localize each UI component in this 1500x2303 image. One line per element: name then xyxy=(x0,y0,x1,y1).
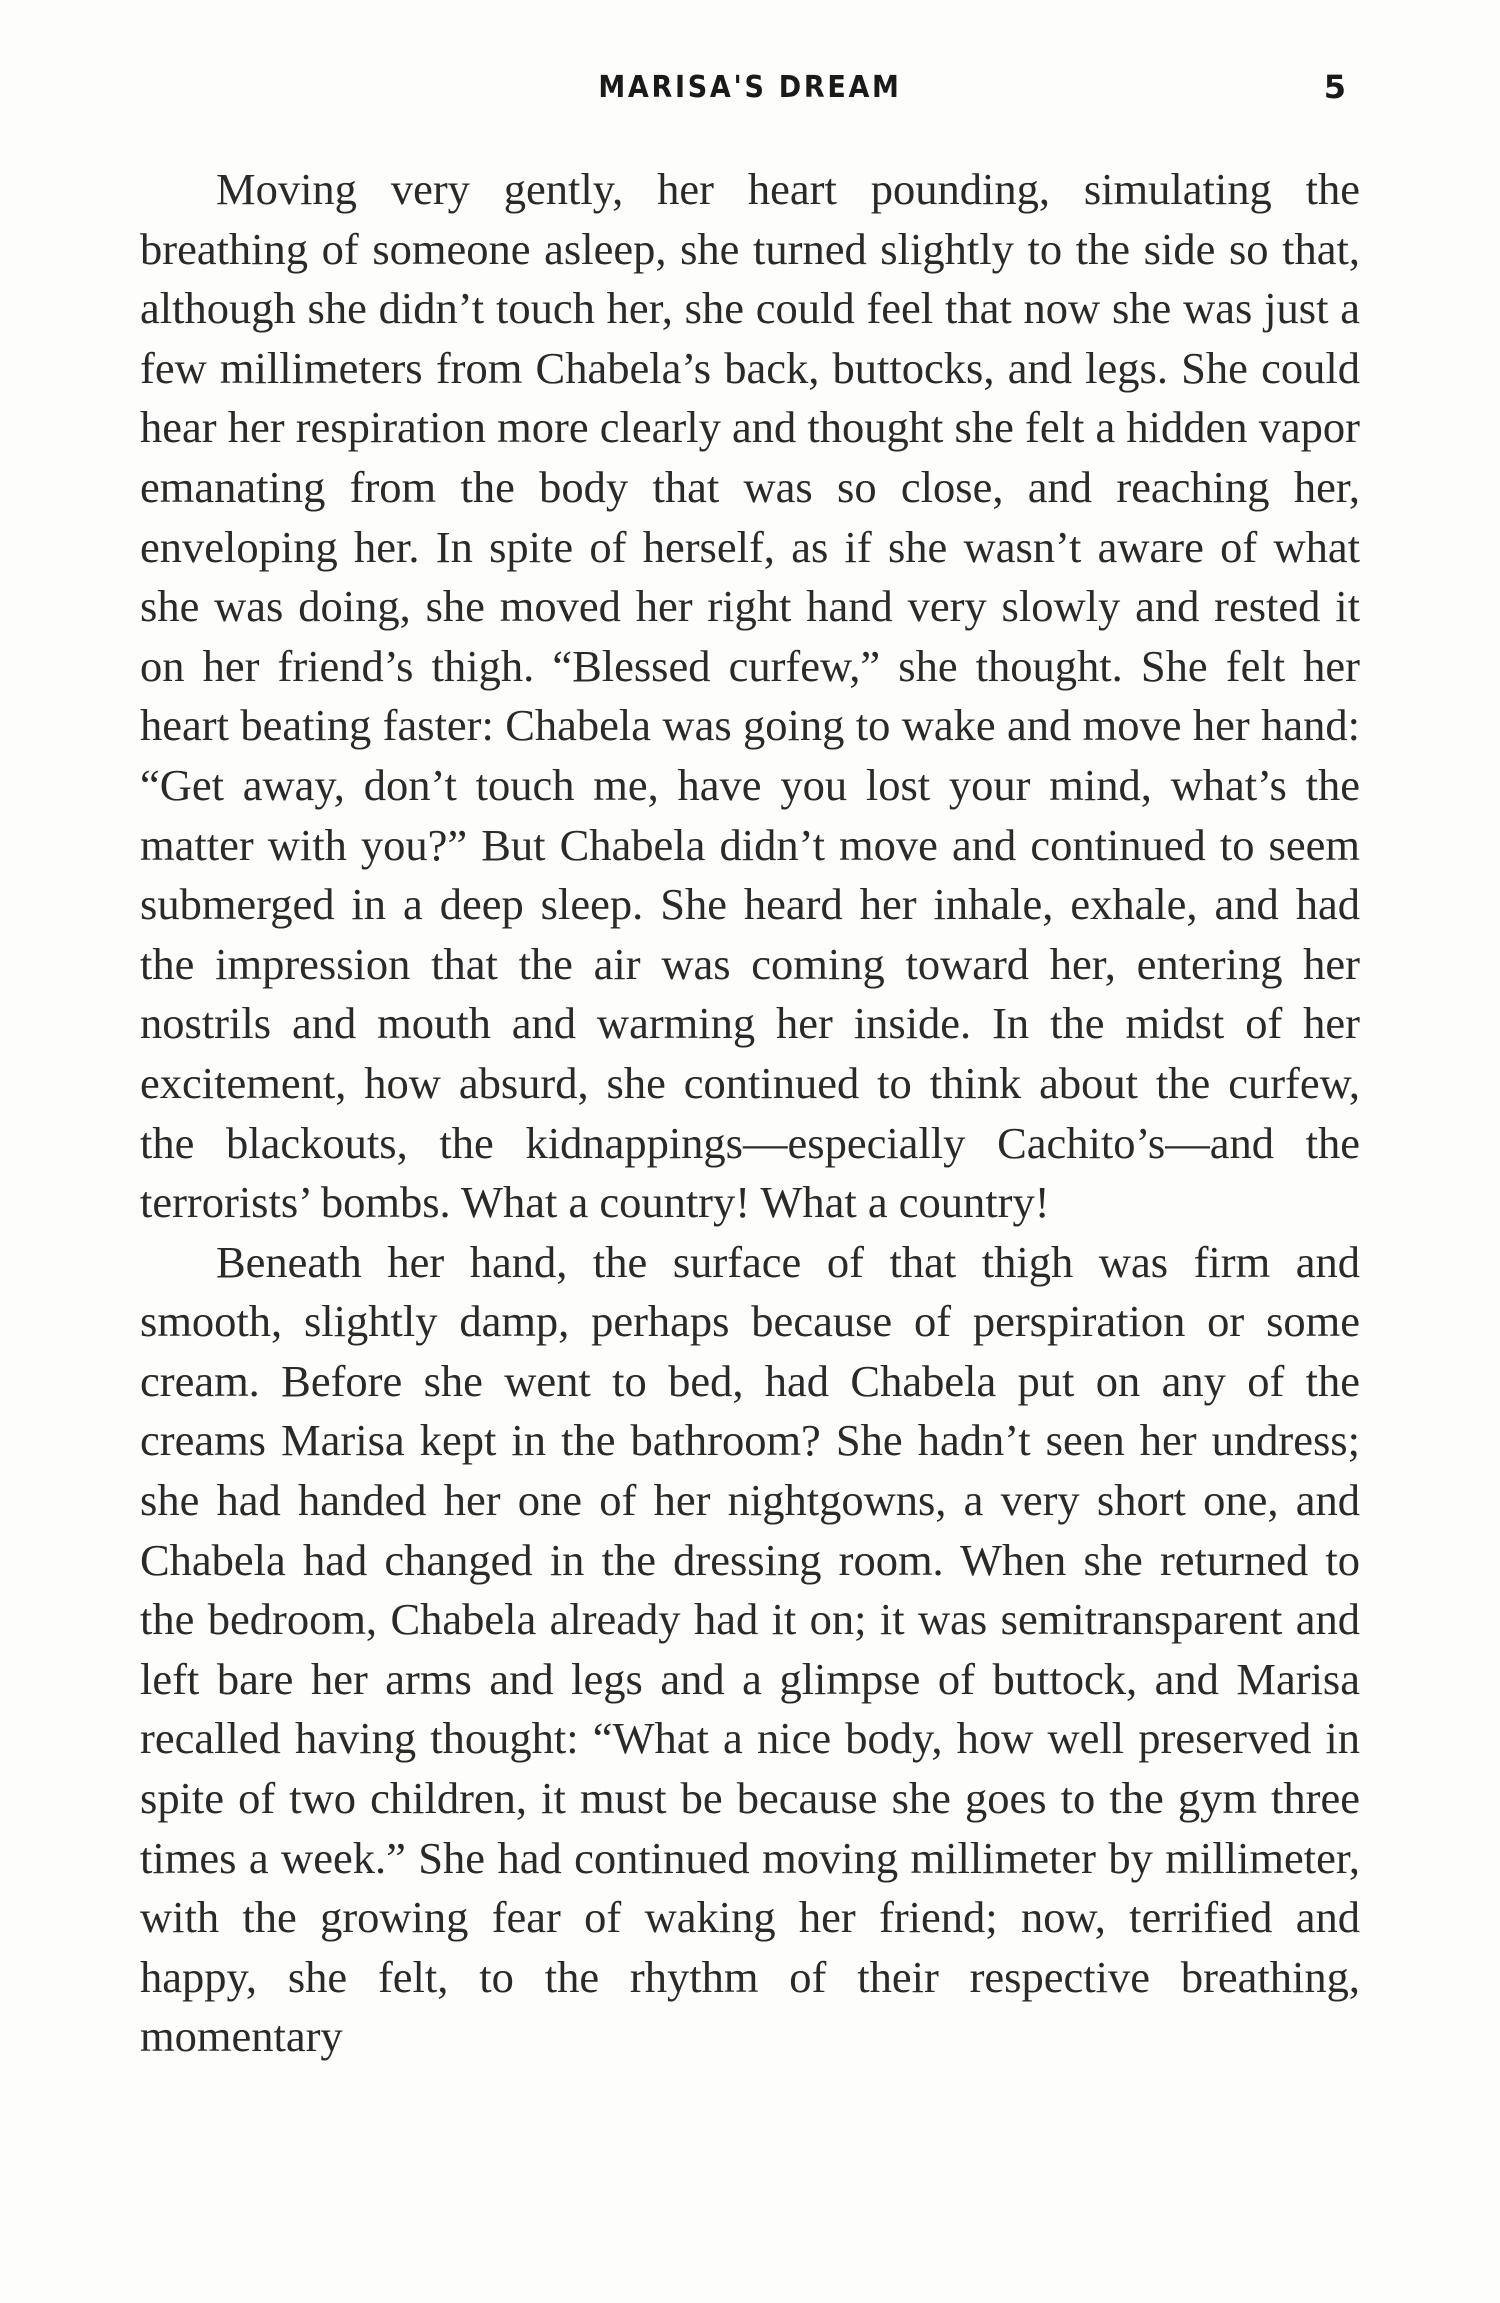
page-number: 5 xyxy=(1323,68,1346,106)
paragraph: Moving very gently, her heart pounding, simulating the breathing of someone asleep, she turned slightly to the side so that, although she didn’t touch her, she could feel that now she was just a few millimeters from Chabela’s back, buttocks, and legs. She could hear her respiration more clearly and thought she felt a hidden vapor emanating from the body that was so close, and reaching her, enveloping her. In spite of herself, as if she wasn’t aware of what she was doing, she moved her right hand very slowly and rested it on her friend’s thigh. “Blessed curfew,” she thought. She felt her heart beating faster: Chabela was going to wake and move her hand: “Get away, don’t touch me, have you lost your mind, what’s the matter with you?” But Chabela didn’t move and continued to seem submerged in a deep sleep. She heard her inhale, exhale, and had the impression that the air was coming toward her, entering her nostrils and mouth and warming her inside. In the midst of her excitement, how absurd, she continued to think about the curfew, the blackouts, the kidnappings—especially Cachito’s—and the terrorists’ bombs. What a country! What a country! xyxy=(140,164,1360,1228)
running-head-title: MARISA'S DREAM xyxy=(598,70,902,105)
running-head xyxy=(140,58,1360,118)
body-text xyxy=(140,160,1360,2067)
paragraph: Beneath her hand, the surface of that thigh was firm and smooth, slightly damp, perhaps because of perspiration or some cream. Before she went to bed, had Chabela put on any of the creams Marisa kept in the bathroom? She hadn’t seen her undress; she had handed her one of her nightgowns, a very short one, and Chabela had changed in the dressing room. When she returned to the bedroom, Chabela already had it on; it was semitransparent and left bare her arms and legs and a glimpse of buttock, and Marisa recalled having thought: “What a nice body, how well preserved in spite of two children, it must be because she goes to the gym three times a week.” She had continued moving millimeter by millimeter, with the growing fear of waking her friend; now, terrified and happy, she felt, to the rhythm of their respective breathing, momentary xyxy=(140,1236,1360,2062)
